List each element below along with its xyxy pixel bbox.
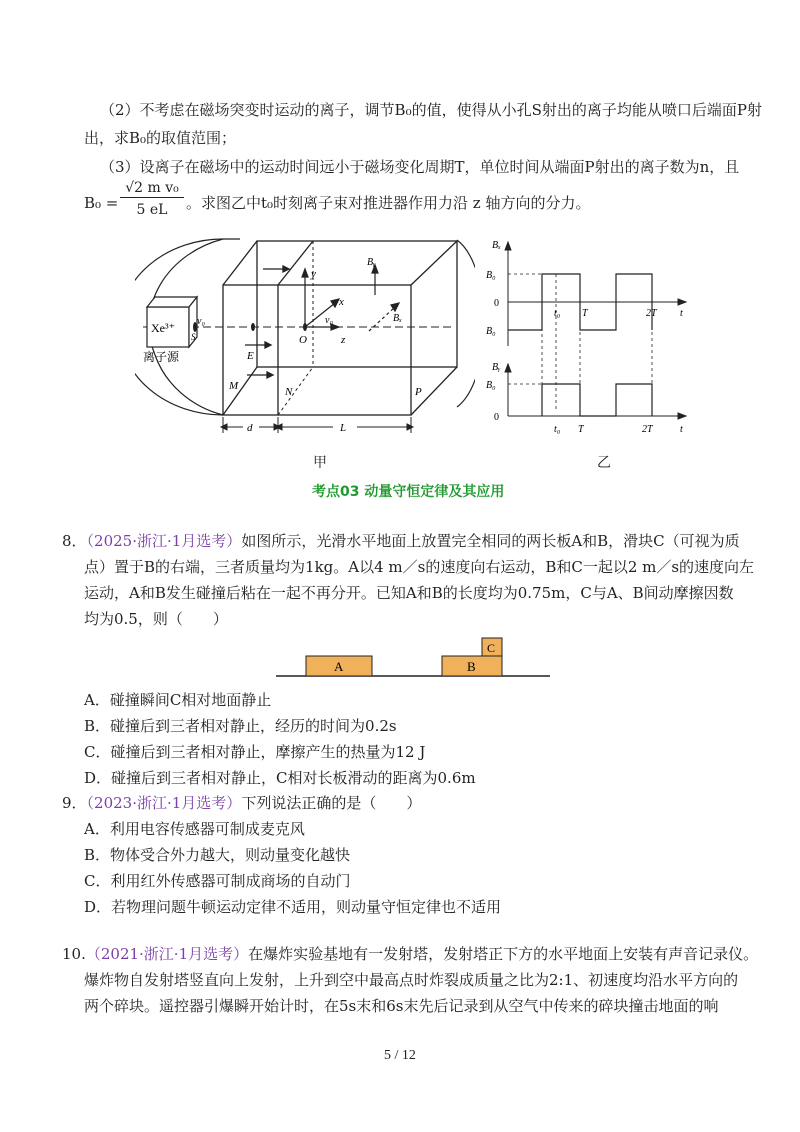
q8-option-b: B．碰撞后到三者相对静止，经历的时间为0.2s: [84, 717, 397, 735]
q8-figure: [276, 634, 552, 682]
q9-source: （2023·浙江·1月选考）: [86, 794, 242, 812]
label-bx: Bₓ: [393, 313, 402, 324]
q9-option-b: B．物体受合外力越大，则动量变化越快: [84, 846, 351, 864]
box-back: [257, 241, 457, 367]
bottom-axis-y: Bᵧ: [492, 362, 501, 373]
label-e: E: [247, 350, 254, 362]
q7-part3-line2: [84, 180, 684, 224]
formula-tail: 。求图乙中t₀时刻离子束对推进器作用力沿 z 轴方向的分力。: [186, 194, 591, 212]
q8-stem-1: 如图所示，光滑水平地面上放置完全相同的两长板A和B，滑块C（可视为质: [241, 532, 740, 550]
q9-number: 9．: [62, 794, 87, 812]
top-neg-b0: B₀: [486, 326, 496, 337]
top-axis-y: Bₓ: [492, 240, 501, 251]
label-v0-mid: v₀: [325, 315, 333, 326]
q7-part3-line1: （3）设离子在磁场中的运动时间远小于磁场变化周期T，单位时间从端面P射出的离子数为n，且: [100, 158, 740, 176]
source-label: Xe³⁺: [151, 321, 175, 335]
block-c-label: C: [487, 641, 496, 655]
q8-number: 8．: [62, 532, 87, 550]
formula-lhs: B₀ =: [84, 194, 119, 212]
q8-line1: [62, 530, 740, 552]
formula-numerator: √2 m v₀: [120, 180, 184, 198]
label-by: Bᵧ: [367, 257, 376, 268]
q9-stem-text: 下列说法正确的是（ ）: [241, 794, 422, 812]
bottom-tick-2t: 2T: [642, 424, 653, 435]
q8-option-d: D．碰撞后到三者相对静止，C相对长板滑动的距离为0.6m: [84, 769, 476, 787]
bottom-tick-t0: t₀: [554, 424, 561, 435]
label-x: x: [339, 296, 344, 308]
label-y: y: [311, 268, 316, 280]
page-number: 5 / 12: [384, 1048, 416, 1063]
section-title: 考点03 动量守恒定律及其应用: [312, 484, 505, 500]
label-l: L: [340, 422, 347, 434]
q8-source: （2025·浙江·1月选考）: [86, 532, 242, 550]
q10-line3: 两个碎块。遥控器引爆瞬开始计时，在5s末和6s末先后记录到从空气中传来的碎块撞击地面的响: [84, 997, 719, 1015]
q9-option-c: C．利用红外传感器可制成商场的自动门: [84, 872, 351, 890]
top-axis-t: t: [680, 308, 683, 319]
figure-jia-caption: 甲: [313, 455, 327, 471]
figure-yi: [482, 236, 694, 436]
q10-source: （2021·浙江·1月选考）: [85, 945, 249, 963]
top-zero: 0: [494, 298, 499, 309]
label-o: O: [299, 334, 307, 346]
q8-option-a: A．碰撞瞬间C相对地面静止: [84, 691, 272, 709]
q9-stem: [62, 792, 421, 814]
top-b0: B₀: [486, 270, 496, 281]
q7-part2-line1: （2）不考虑在磁场突变时运动的离子，调节B₀的值，使得从小孔S射出的离子均能从喷口后端面P射: [100, 101, 762, 119]
arc-right: [457, 240, 475, 407]
bottom-tick-t: T: [578, 424, 584, 435]
bottom-axis-t: t: [680, 424, 683, 435]
q10-line2: 爆炸物自发射塔竖直向上发射，上升到空中最高点时炸裂成质量之比为2:1、初速度均沿水平方向的: [84, 971, 739, 989]
bottom-b0: B₀: [486, 380, 496, 391]
label-s: S: [191, 332, 196, 342]
q9-option-a: A．利用电容传感器可制成麦克风: [84, 820, 305, 838]
label-d: d: [247, 422, 253, 434]
formula-denominator: 5 eL: [136, 202, 168, 218]
q10-number: 10.: [62, 945, 86, 963]
label-v0-left: v₀: [197, 316, 205, 327]
q8-line3: 运动，A和B发生碰撞后粘在一起不再分开。已知A和B的长度均为0.75m，C与A、B间动摩擦因数: [84, 584, 734, 602]
source-name: 离子源: [143, 350, 180, 364]
q8-option-c: C．碰撞后到三者相对静止，摩擦产生的热量为12 J: [84, 743, 426, 761]
bottom-zero: 0: [494, 412, 499, 423]
label-n: N: [285, 386, 293, 398]
top-tick-t0: t₀: [554, 308, 561, 319]
label-z: z: [341, 334, 346, 346]
label-m: M: [229, 380, 239, 392]
by-waveform: [542, 384, 652, 416]
q8-line2: 点）置于B的右端，三者质量均为1kg。A以4 m／s的速度向右运动，B和C一起以2 m／s的速度向左: [84, 558, 755, 576]
top-tick-t: T: [582, 308, 588, 319]
q8-line4: 均为0.5，则（ ）: [84, 610, 228, 628]
q9-option-d: D．若物理问题牛顿运动定律不适用，则动量守恒定律也不适用: [84, 898, 502, 916]
q10-stem-1: 在爆炸实验基地有一发射塔，发射塔正下方的水平地面上安装有声音记录仪。: [248, 945, 759, 963]
figure-jia: [135, 235, 475, 475]
label-p: P: [415, 386, 422, 398]
q10-line1: [62, 943, 758, 965]
figure-yi-caption: 乙: [597, 455, 611, 471]
q7-part2-line2: 出，求B₀的取值范围；: [84, 129, 237, 147]
coordinate-axes: [302, 265, 399, 331]
block-b-label: B: [467, 659, 476, 674]
top-tick-2t: 2T: [646, 308, 657, 319]
block-a-label: A: [334, 659, 344, 674]
